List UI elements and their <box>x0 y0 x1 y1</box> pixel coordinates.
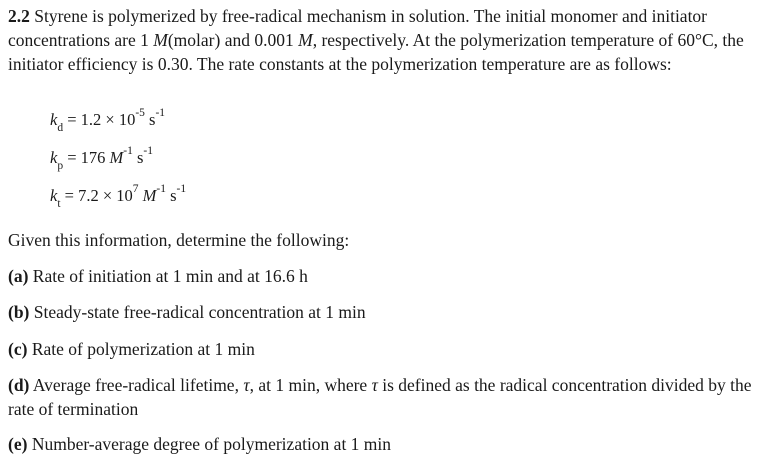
problem-text-3: , respectively. At the polymerization temperature of 60°C, the initiator efficiency is 0.30. The rate constants at the polymerization temperature are as follows: <box>8 30 744 74</box>
kt-symbol: k <box>50 186 58 205</box>
question-d-text-c: is defined as the radical concentration divided by the rate of termination <box>8 375 752 419</box>
kt-subscript: t <box>57 198 61 211</box>
kd-unit-exponent: -1 <box>155 106 166 119</box>
question-b-text: Steady-state free-radical concentration at 1 min <box>33 302 366 322</box>
kt-unit-exponent: -1 <box>176 182 187 195</box>
kp-value: = 176 <box>67 148 106 167</box>
problem-text-2: (molar) and 0.001 <box>167 30 294 50</box>
kt-exponent: 7 <box>132 182 139 195</box>
question-c <box>8 337 768 361</box>
unit-molar-2: M <box>298 30 313 50</box>
kd-unit: s <box>149 110 156 129</box>
unit-molar: M <box>153 30 168 50</box>
kd-symbol: k <box>50 110 58 129</box>
kt-value: = 7.2 × 10 <box>64 186 133 205</box>
kp-unit: s <box>136 148 144 167</box>
kp-molar-exponent: -1 <box>123 144 133 157</box>
tau-symbol: τ <box>243 375 250 395</box>
equation-kd <box>50 106 166 135</box>
kd-subscript: d <box>57 122 64 135</box>
question-d <box>8 373 768 421</box>
kp-unit-exponent: -1 <box>143 144 153 157</box>
problem-statement <box>8 4 768 76</box>
question-e <box>8 432 768 456</box>
intro-text: Given this information, determine the following: <box>8 230 350 250</box>
question-b <box>8 300 768 324</box>
kd-exponent: -5 <box>135 106 145 119</box>
question-e-label: (e) <box>8 434 28 454</box>
kp-symbol: k <box>50 148 58 167</box>
problem-text-1: Styrene is polymerized by free-radical mechanism in solution. The initial monomer and initiator concentrations are 1 <box>8 6 708 50</box>
equation-kp <box>50 144 153 173</box>
question-a <box>8 264 768 288</box>
question-c-label: (c) <box>8 339 28 359</box>
kt-molar-exponent: -1 <box>156 182 166 195</box>
question-c-text: Rate of polymerization at 1 min <box>31 339 255 359</box>
question-b-label: (b) <box>8 302 30 322</box>
kt-unit: s <box>170 186 177 205</box>
question-d-text-a: Average free-radical lifetime, <box>32 375 239 395</box>
kp-subscript: p <box>57 160 64 173</box>
question-a-label: (a) <box>8 266 29 286</box>
tau-symbol-2: τ <box>371 375 378 395</box>
problem-number: 2.2 <box>8 6 30 26</box>
kd-value: = 1.2 × 10 <box>67 110 136 129</box>
question-d-label: (d) <box>8 375 30 395</box>
question-e-text: Number-average degree of polymerization at 1 min <box>31 434 392 454</box>
question-a-text: Rate of initiation at 1 min and at 16.6 h <box>32 266 308 286</box>
kp-molar: M <box>109 148 124 167</box>
question-d-text-b: , at 1 min, where <box>249 375 368 395</box>
kt-molar: M <box>142 186 157 205</box>
equation-kt <box>50 182 187 211</box>
